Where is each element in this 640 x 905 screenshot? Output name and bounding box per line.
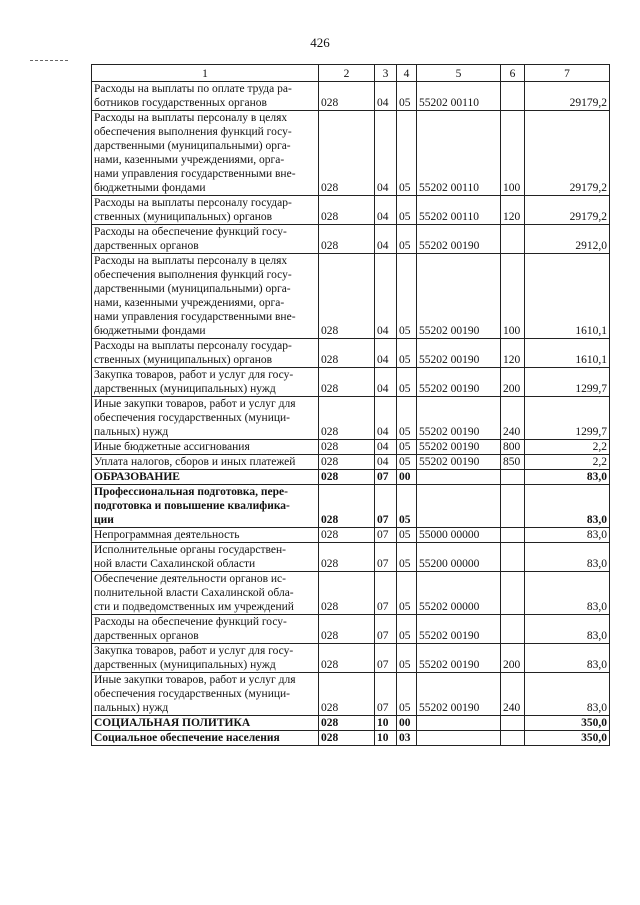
subsection-code-cell: 03 — [397, 731, 417, 746]
target-article-code-cell: 55202 00110 — [417, 111, 501, 196]
admin-code-cell: 028 — [319, 225, 375, 254]
section-code-cell: 07 — [375, 644, 397, 673]
subsection-code-cell: 05 — [397, 673, 417, 716]
column-header: 3 — [375, 65, 397, 82]
amount-cell: 1610,1 — [525, 254, 610, 339]
expense-type-code-cell: 240 — [501, 397, 525, 440]
table-row — [92, 485, 610, 528]
row-name-cell: Расходы на выплаты персоналу в целях обеспечения выполнения функций госу- дарственными (муниципальными) орга- нами, казенными учреждениями, орга- нами управления государственными вне- бюджетными фондами — [92, 254, 319, 339]
table-row — [92, 339, 610, 368]
table-row — [92, 397, 610, 440]
expense-type-code-cell — [501, 572, 525, 615]
admin-code-cell: 028 — [319, 673, 375, 716]
target-article-code-cell: 55202 00190 — [417, 615, 501, 644]
target-article-code-cell — [417, 470, 501, 485]
amount-cell: 1299,7 — [525, 368, 610, 397]
row-name-cell: Закупка товаров, работ и услуг для госу- дарственных (муниципальных) нужд — [92, 368, 319, 397]
target-article-code-cell: 55202 00190 — [417, 368, 501, 397]
section-code-cell: 07 — [375, 572, 397, 615]
admin-code-cell: 028 — [319, 528, 375, 543]
admin-code-cell: 028 — [319, 111, 375, 196]
amount-cell: 2,2 — [525, 455, 610, 470]
expense-type-code-cell — [501, 615, 525, 644]
expense-type-code-cell: 200 — [501, 644, 525, 673]
admin-code-cell: 028 — [319, 470, 375, 485]
amount-cell: 83,0 — [525, 572, 610, 615]
table-row — [92, 440, 610, 455]
amount-cell: 83,0 — [525, 615, 610, 644]
table-row — [92, 111, 610, 196]
section-code-cell: 04 — [375, 82, 397, 111]
expense-type-code-cell: 120 — [501, 196, 525, 225]
expense-type-code-cell — [501, 543, 525, 572]
expense-type-code-cell: 200 — [501, 368, 525, 397]
table-header-row — [92, 65, 610, 82]
expense-type-code-cell — [501, 731, 525, 746]
row-name-cell: Иные бюджетные ассигнования — [92, 440, 319, 455]
amount-cell: 2,2 — [525, 440, 610, 455]
target-article-code-cell: 55000 00000 — [417, 528, 501, 543]
amount-cell: 83,0 — [525, 673, 610, 716]
expense-type-code-cell — [501, 716, 525, 731]
row-name-cell: СОЦИАЛЬНАЯ ПОЛИТИКА — [92, 716, 319, 731]
subsection-code-cell: 05 — [397, 644, 417, 673]
table-row — [92, 543, 610, 572]
amount-cell: 83,0 — [525, 485, 610, 528]
row-name-cell: Обеспечение деятельности органов ис- полнительной власти Сахалинской обла- сти и подведомственных им учреждений — [92, 572, 319, 615]
section-code-cell: 07 — [375, 543, 397, 572]
expense-type-code-cell: 850 — [501, 455, 525, 470]
row-name-cell: ОБРАЗОВАНИЕ — [92, 470, 319, 485]
admin-code-cell: 028 — [319, 455, 375, 470]
target-article-code-cell: 55202 00190 — [417, 455, 501, 470]
amount-cell: 83,0 — [525, 644, 610, 673]
target-article-code-cell: 55202 00000 — [417, 572, 501, 615]
row-name-cell: Социальное обеспечение населения — [92, 731, 319, 746]
expense-type-code-cell — [501, 82, 525, 111]
amount-cell: 83,0 — [525, 543, 610, 572]
amount-cell: 1299,7 — [525, 397, 610, 440]
table-row — [92, 368, 610, 397]
table-row — [92, 572, 610, 615]
row-name-cell: Расходы на выплаты персоналу государ- ственных (муниципальных) органов — [92, 339, 319, 368]
section-code-cell: 10 — [375, 731, 397, 746]
amount-cell: 1610,1 — [525, 339, 610, 368]
column-header: 2 — [319, 65, 375, 82]
column-header: 7 — [525, 65, 610, 82]
table-row — [92, 615, 610, 644]
amount-cell: 83,0 — [525, 528, 610, 543]
admin-code-cell: 028 — [319, 644, 375, 673]
table-row — [92, 716, 610, 731]
admin-code-cell: 028 — [319, 339, 375, 368]
target-article-code-cell — [417, 716, 501, 731]
table-row — [92, 528, 610, 543]
admin-code-cell: 028 — [319, 543, 375, 572]
admin-code-cell: 028 — [319, 485, 375, 528]
expense-type-code-cell — [501, 470, 525, 485]
expense-type-code-cell — [501, 225, 525, 254]
table-row — [92, 455, 610, 470]
row-name-cell: Расходы на выплаты по оплате труда ра- ботников государственных органов — [92, 82, 319, 111]
section-code-cell: 07 — [375, 673, 397, 716]
target-article-code-cell: 55202 00190 — [417, 339, 501, 368]
row-name-cell: Иные закупки товаров, работ и услуг для обеспечения государственных (муници- пальных) нужд — [92, 673, 319, 716]
admin-code-cell: 028 — [319, 440, 375, 455]
section-code-cell: 10 — [375, 716, 397, 731]
row-name-cell: Закупка товаров, работ и услуг для госу- дарственных (муниципальных) нужд — [92, 644, 319, 673]
target-article-code-cell — [417, 731, 501, 746]
amount-cell: 350,0 — [525, 716, 610, 731]
admin-code-cell: 028 — [319, 82, 375, 111]
table-row — [92, 82, 610, 111]
subsection-code-cell: 05 — [397, 82, 417, 111]
subsection-code-cell: 00 — [397, 716, 417, 731]
table-row — [92, 470, 610, 485]
section-code-cell: 04 — [375, 339, 397, 368]
row-name-cell: Расходы на обеспечение функций госу- дарственных органов — [92, 615, 319, 644]
target-article-code-cell: 55202 00190 — [417, 397, 501, 440]
subsection-code-cell: 05 — [397, 528, 417, 543]
section-code-cell: 04 — [375, 455, 397, 470]
section-code-cell: 04 — [375, 368, 397, 397]
column-header: 4 — [397, 65, 417, 82]
admin-code-cell: 028 — [319, 615, 375, 644]
admin-code-cell: 028 — [319, 731, 375, 746]
section-code-cell: 07 — [375, 615, 397, 644]
admin-code-cell: 028 — [319, 254, 375, 339]
subsection-code-cell: 05 — [397, 196, 417, 225]
subsection-code-cell: 05 — [397, 111, 417, 196]
admin-code-cell: 028 — [319, 572, 375, 615]
table-row — [92, 196, 610, 225]
budget-table — [91, 64, 610, 746]
target-article-code-cell: 55202 00190 — [417, 254, 501, 339]
amount-cell: 350,0 — [525, 731, 610, 746]
subsection-code-cell: 05 — [397, 397, 417, 440]
subsection-code-cell: 05 — [397, 572, 417, 615]
row-name-cell: Непрограммная деятельность — [92, 528, 319, 543]
row-name-cell: Исполнительные органы государствен- ной власти Сахалинской области — [92, 543, 319, 572]
admin-code-cell: 028 — [319, 397, 375, 440]
amount-cell: 29179,2 — [525, 196, 610, 225]
row-name-cell: Уплата налогов, сборов и иных платежей — [92, 455, 319, 470]
target-article-code-cell: 55202 00190 — [417, 673, 501, 716]
row-name-cell: Расходы на выплаты персоналу государ- ственных (муниципальных) органов — [92, 196, 319, 225]
expense-type-code-cell: 120 — [501, 339, 525, 368]
section-code-cell: 04 — [375, 196, 397, 225]
row-name-cell: Расходы на обеспечение функций госу- дарственных органов — [92, 225, 319, 254]
admin-code-cell: 028 — [319, 196, 375, 225]
expense-type-code-cell — [501, 528, 525, 543]
section-code-cell: 07 — [375, 470, 397, 485]
amount-cell: 29179,2 — [525, 82, 610, 111]
amount-cell: 2912,0 — [525, 225, 610, 254]
subsection-code-cell: 05 — [397, 339, 417, 368]
column-header: 5 — [417, 65, 501, 82]
column-header: 1 — [92, 65, 319, 82]
table-row — [92, 673, 610, 716]
section-code-cell: 04 — [375, 111, 397, 196]
row-name-cell: Профессиональная подготовка, пере- подготовка и повышение квалифика- ции — [92, 485, 319, 528]
admin-code-cell: 028 — [319, 368, 375, 397]
subsection-code-cell: 00 — [397, 470, 417, 485]
table-row — [92, 731, 610, 746]
amount-cell: 29179,2 — [525, 111, 610, 196]
section-code-cell: 04 — [375, 440, 397, 455]
table-row — [92, 225, 610, 254]
column-header: 6 — [501, 65, 525, 82]
section-code-cell: 04 — [375, 397, 397, 440]
section-code-cell: 04 — [375, 225, 397, 254]
subsection-code-cell: 05 — [397, 254, 417, 339]
subsection-code-cell: 05 — [397, 225, 417, 254]
table-row — [92, 644, 610, 673]
target-article-code-cell: 55202 00190 — [417, 225, 501, 254]
subsection-code-cell: 05 — [397, 440, 417, 455]
admin-code-cell: 028 — [319, 716, 375, 731]
section-code-cell: 07 — [375, 528, 397, 543]
expense-type-code-cell — [501, 485, 525, 528]
subsection-code-cell: 05 — [397, 455, 417, 470]
target-article-code-cell: 55202 00110 — [417, 196, 501, 225]
target-article-code-cell: 55202 00110 — [417, 82, 501, 111]
row-name-cell: Иные закупки товаров, работ и услуг для обеспечения государственных (муници- пальных) нужд — [92, 397, 319, 440]
scan-artifact-mark — [30, 60, 68, 62]
expense-type-code-cell: 240 — [501, 673, 525, 716]
subsection-code-cell: 05 — [397, 485, 417, 528]
table-row — [92, 254, 610, 339]
subsection-code-cell: 05 — [397, 543, 417, 572]
target-article-code-cell: 55202 00190 — [417, 440, 501, 455]
target-article-code-cell: 55202 00190 — [417, 644, 501, 673]
expense-type-code-cell: 100 — [501, 111, 525, 196]
section-code-cell: 04 — [375, 254, 397, 339]
subsection-code-cell: 05 — [397, 615, 417, 644]
amount-cell: 83,0 — [525, 470, 610, 485]
expense-type-code-cell: 800 — [501, 440, 525, 455]
target-article-code-cell: 55200 00000 — [417, 543, 501, 572]
target-article-code-cell — [417, 485, 501, 528]
row-name-cell: Расходы на выплаты персоналу в целях обеспечения выполнения функций госу- дарственными (муниципальными) орга- нами, казенными учреждениями, орга- нами управления государственными вне- бюджетными фондами — [92, 111, 319, 196]
section-code-cell: 07 — [375, 485, 397, 528]
expense-type-code-cell: 100 — [501, 254, 525, 339]
page-number: 426 — [310, 35, 330, 50]
subsection-code-cell: 05 — [397, 368, 417, 397]
